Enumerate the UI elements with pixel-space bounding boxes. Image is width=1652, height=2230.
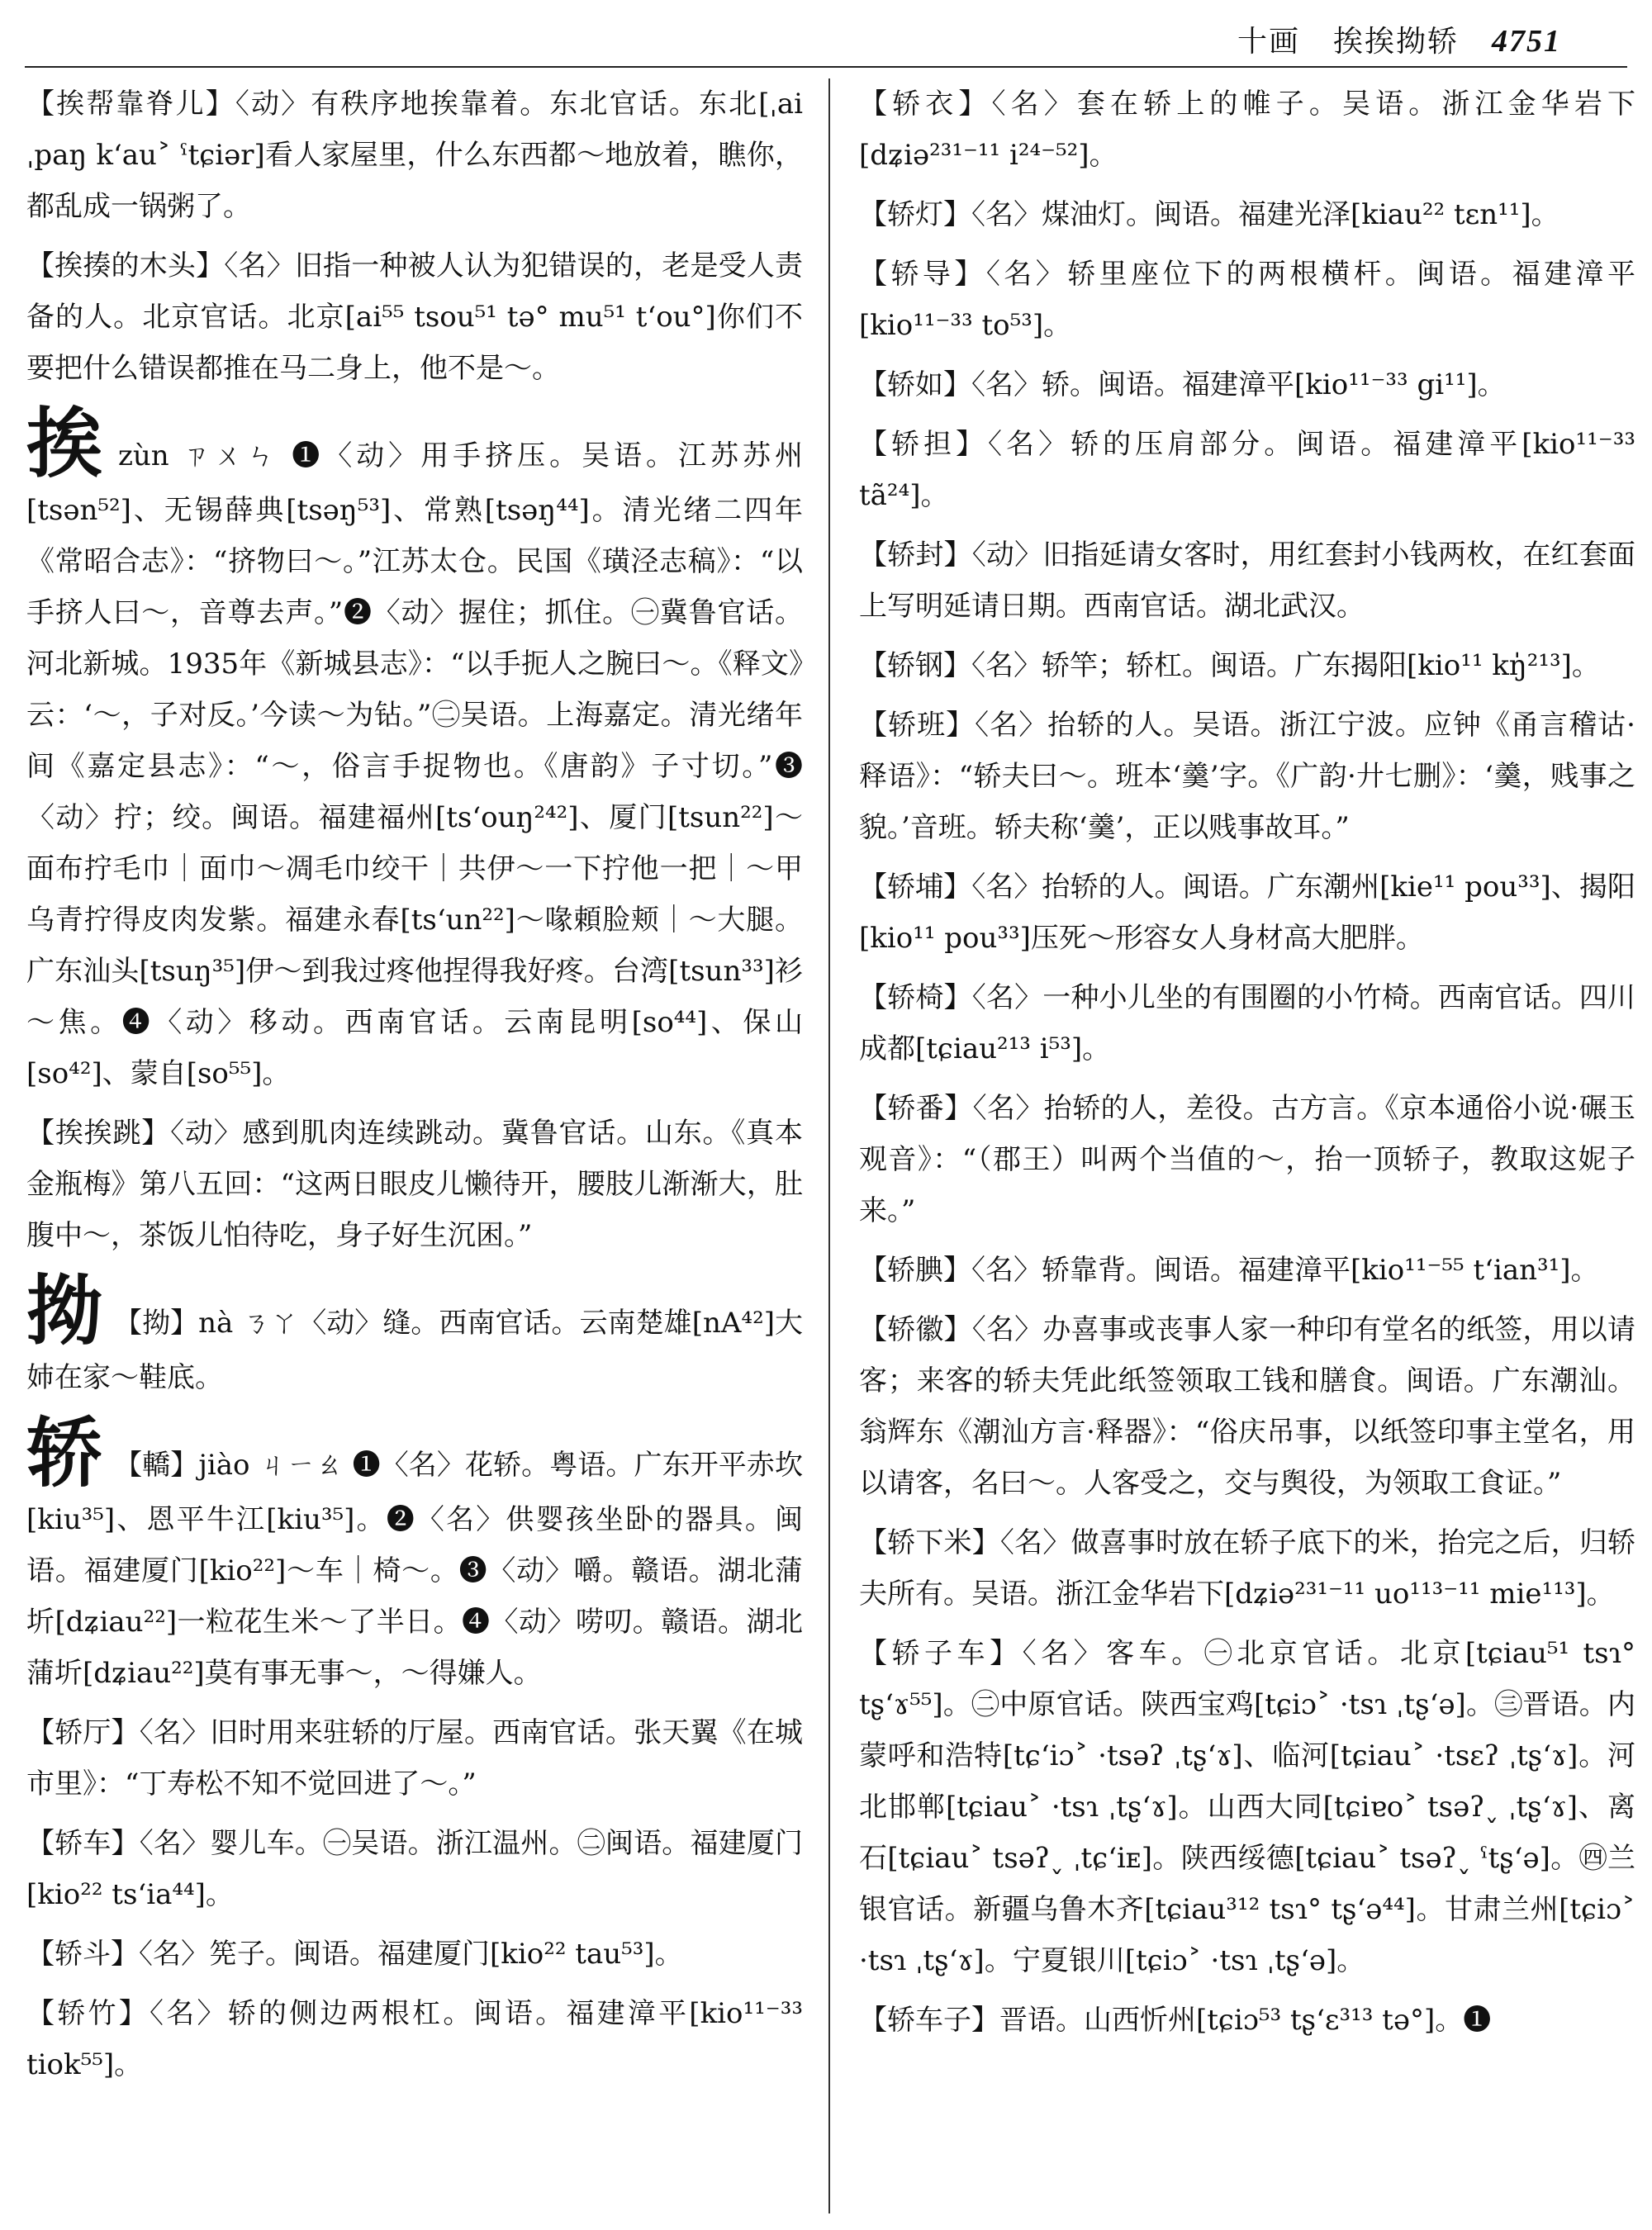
entry: 【轿子车】〈名〉客车。㊀北京官话。北京[tɕiau⁵¹ tsɿ° tʂʻɤ⁵⁵]。㊁中原官话。陕西宝鸡[tɕiɔ˃ ·tsɿ ˌtʂʻə]。㊂晋语。内蒙呼和浩特[tɕʻiɔ˃ ·tsəʔ ˌtʂʻɤ]、临河[tɕiau˃ ·tsɛʔ ˌtʂʻɤ]。河北邯郸[tɕiau˃ ·tsɿ ˌtʂʻɤ]。山西大同[tɕiɐo˃ tsəʔ˯ ˌtʂʻɤ]、离石[tɕiau˃ tsəʔ˯ ˌtɕʻiᴇ]。陕西绥德[tɕiau˃ tsəʔ˯ ˁtʂʻə]。㊃兰银官话。新疆乌鲁木齐[tɕiau³¹² tsɿ° tʂʻə⁴⁴]。甘肃兰州[tɕiɔ˃ ·tsɿ ˌtʂʻɤ]。宁夏银川[tɕiɔ˃ ·tsɿ ˌtʂʻə]。 (859, 1637, 1635, 1977)
entry: 【轿如】〈名〉轿。闽语。福建漳平[kio¹¹⁻³³ gi¹¹]。 (859, 368, 1506, 401)
entry: 【轿担】〈名〉轿的压肩部分。闽语。福建漳平[kio¹¹⁻³³ tã²⁴]。 (859, 428, 1635, 512)
entry: 【轿车】〈名〉婴儿车。㊀吴语。浙江温州。㊁闽语。福建厦门[kio²² tsʻia⁴⁴]。 (26, 1827, 803, 1911)
head-character: 挨 (26, 399, 107, 488)
entry: 【轿厅】〈名〉旧时用来驻轿的厅屋。西南官话。张天翼《在城市里》：“丁寿松不知不觉回进了～。” (26, 1716, 803, 1801)
header-chars: 挨挨拗轿 (1332, 25, 1459, 59)
head-character: 轿 (26, 1408, 103, 1497)
entry-headchar: 拗 【拗】nà ㄋㄚ〈动〉缝。西南官话。云南楚雄[nA⁴²]大姉在家～鞋底。 (26, 1266, 803, 1394)
header-section: 十画 (1237, 25, 1300, 59)
entry: 【轿竹】〈名〉轿的侧边两根杠。闽语。福建漳平[kio¹¹⁻³³ tiok⁵⁵]。 (26, 1997, 803, 2081)
entry: 【挨挨跳】〈动〉感到肌肉连续跳动。冀鲁官话。山东。《真本金瓶梅》第八五回：“这两日眼皮儿懒待开，腰肢儿渐渐大，肚腹中～，茶饭儿怕待吃，身子好生沉困。” (26, 1117, 803, 1252)
entry: 【轿腆】〈名〉轿靠背。闽语。福建漳平[kio¹¹⁻⁵⁵ tʻian³¹]。 (859, 1254, 1599, 1287)
entry: 【轿衣】〈名〉套在轿上的帷子。吴语。浙江金华岩下[dʑiə²³¹⁻¹¹ i²⁴⁻⁵²]。 (859, 88, 1635, 172)
entry-headchar: 轿 【轎】jiào ㄐㄧㄠ ❶〈名〉花轿。粤语。广东开平赤坎[kiu³⁵]、恩平牛江[kiu³⁵]。❷〈名〉供婴孩坐卧的器具。闽语。福建厦门[kio²²]～车｜椅～。❸〈动〉嚼。赣语。湖北蒲圻[dʑiau²²]一粒花生米～了半日。❹〈动〉唠叨。赣语。湖北蒲圻[dʑiau²²]莫有事无事～，～得嫌人。 (26, 1408, 803, 1690)
entry: 【挨揍的木头】〈名〉旧指一种被人认为犯错误的，老是受人责备的人。北京官话。北京[ai⁵⁵ tsou⁵¹ tə° mu⁵¹ tʻou°]你们不要把什么错误都推在马二身上，他不是～。 (26, 249, 803, 385)
entry: 【轿封】〈动〉旧指延请女客时，用红套封小钱两枚，在红套面上写明延请日期。西南官话。湖北武汉。 (859, 539, 1635, 623)
entry: 【轿车子】晋语。山西忻州[tɕiɔ⁵³ tʂʻɛ³¹³ tə°]。❶ (859, 2004, 1492, 2037)
entry-headchar: 挨zùn ㄗㄨㄣ ❶〈动〉用手挤压。吴语。江苏苏州[tsən⁵²]、无锡薛典[tsəŋ⁵³]、常熟[tsəŋ⁴⁴]。清光绪二四年《常昭合志》：“挤物曰～。”江苏太仓。民国《璜泾志稿》：“以手挤人曰～，音尊去声。”❷〈动〉握住；抓住。㊀冀鲁官话。河北新城。1935年《新城县志》：“以手扼人之腕曰～。《释文》云：‘～，子对反。’今读～为钻。”㊁吴语。上海嘉定。清光绪年间《嘉定县志》：“～，俗言手捉物也。《唐韵》子寸切。”❸〈动〉拧；绞。闽语。福建福州[tsʻouŋ²⁴²]、厦门[tsun²²]～面布拧毛巾｜面巾～凋毛巾绞干｜共伊～一下拧他一把｜～甲乌青拧得皮肉发紫。福建永春[tsʻun²²]～喙頼脸颊｜～大腿。广东汕头[tsuŋ³⁵]伊～到我过疼他捏得我好疼。台湾[tsun³³]衫～焦。❹〈动〉移动。西南官话。云南昆明[so⁴⁴]、保山[so⁴²]、蒙自[so⁵⁵]。 (26, 399, 803, 1090)
entry: 【轿钢】〈名〉轿竿；轿杠。闽语。广东揭阳[kio¹¹ kŋ̍²¹³]。 (859, 649, 1600, 682)
entry: 【轿番】〈名〉抬轿的人，差役。古方言。《京本通俗小说·碾玉观音》：“（郡王）叫两个当值的～，抬一顶轿子，教取这妮子来。” (859, 1092, 1635, 1227)
entry: 【轿徽】〈名〉办喜事或丧事人家一种印有堂名的纸签，用以请客；来客的轿夫凭此纸签领取工钱和膳食。闽语。广东潮汕。翁辉东《潮汕方言·释器》：“俗庆吊事，以纸签印事主堂名，用以请客，名曰～。人客受之，交与舆役，为领取工食证。” (859, 1313, 1635, 1500)
head-character: 拗 (26, 1266, 103, 1355)
entry: 【挨帮靠脊儿】〈动〉有秩序地挨靠着。东北官话。东北[ˌai ˌpaŋ kʻau˃ ˁtɕiər]看人家屋里，什么东西都～地放着，瞧你，都乱成一锅粥了。 (26, 88, 803, 223)
left-column (26, 78, 803, 2099)
entry: 【轿灯】〈名〉煤油灯。闽语。福建光泽[kiau²² tɛn¹¹]。 (859, 198, 1559, 231)
entry: 【轿斗】〈名〉筅子。闽语。福建厦门[kio²² tau⁵³]。 (26, 1938, 683, 1971)
running-header (1237, 18, 1561, 60)
entry: 【轿导】〈名〉轿里座位下的两根横杆。闽语。福建漳平[kio¹¹⁻³³ to⁵³]。 (859, 258, 1635, 342)
page-number: 4751 (1492, 24, 1561, 59)
column-divider (828, 78, 830, 2213)
entry: 【轿埔】〈名〉抬轿的人。闽语。广东潮州[kie¹¹ pou³³]、揭阳[kio¹¹ pou³³]压死～形容女人身材高大肥胖。 (859, 871, 1635, 955)
header-rule (25, 66, 1627, 68)
entry: 【轿下米】〈名〉做喜事时放在轿子底下的米，抬完之后，归轿夫所有。吴语。浙江金华岩下[dʑiə²³¹⁻¹¹ uo¹¹³⁻¹¹ mie¹¹³]。 (859, 1526, 1635, 1611)
entry: 【轿椅】〈名〉一种小儿坐的有围圈的小竹椅。西南官话。四川成都[tɕiau²¹³ i⁵³]。 (859, 981, 1635, 1065)
right-column (859, 78, 1635, 2054)
entry: 【轿班】〈名〉抬轿的人。吴语。浙江宁波。应钟《甬言稽诂·释语》：“轿夫曰～。班本‘羹’字。《广韵·廾七删》：‘羹，贱事之貌。’音班。轿夫称‘羹’，正以贱事故耳。” (859, 709, 1635, 844)
